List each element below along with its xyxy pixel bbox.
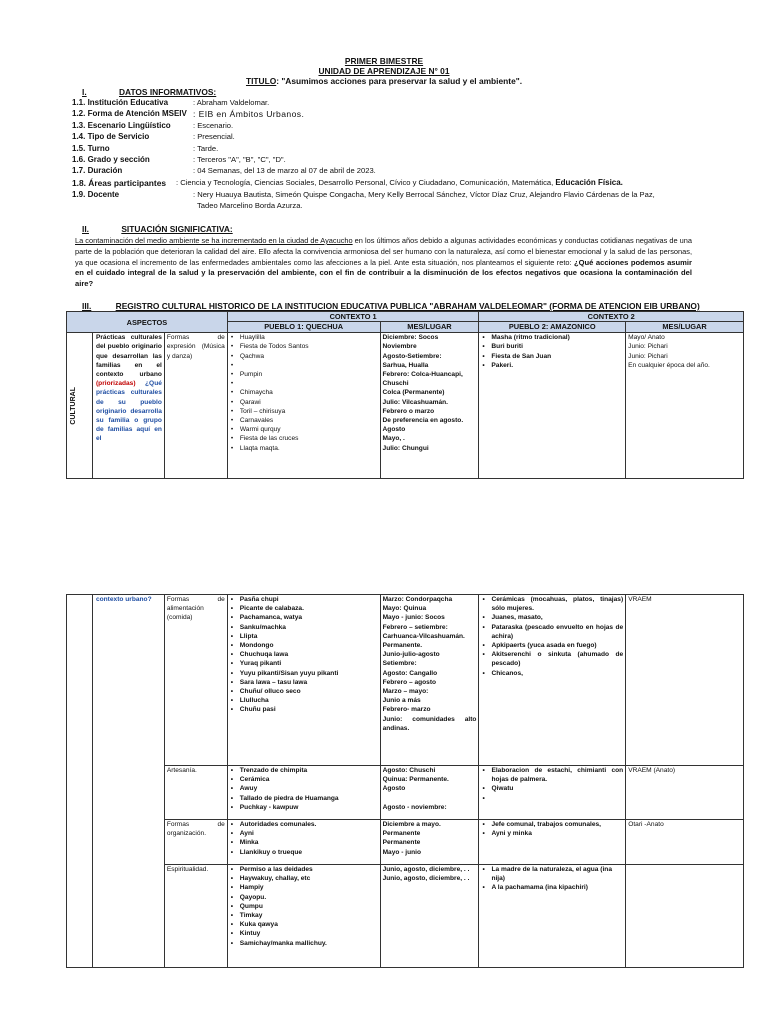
list-item: Sarhua, Hualla bbox=[382, 361, 429, 369]
list-item: Agosto - noviembre: bbox=[382, 803, 447, 811]
aspectos-header: ASPECTOS bbox=[67, 312, 228, 333]
list-item: • Ayni y minka bbox=[489, 829, 623, 838]
list-item: • Pakeri. bbox=[489, 361, 623, 370]
list-item bbox=[238, 379, 378, 388]
cultural-register-table bbox=[66, 311, 744, 479]
info-list: 1.1. Institución Educativa : Abraham Valdelomar. 1.2. Forma de Atención MSEIV : EIB en Ámbitos Urbanos. 1.3. Escenario Lingüístico : Escenario. 1.4. Tipo de Servicio : Presencial. 1.5. Turno : Tarde. 1.6. Grado y sección : Terceros "A", "B", "C", "D". 1.7. Duración : 04 Semanas, del 13 de marzo al 07 de abril de 2023. 1.8. Áreas participantes : Ciencia y Tecnología, Ciencias Sociales, Desarrollo Personal, Cívico y Ciudadano, Comunicación, Matemática, Educación Física. 1.9. Docente : Nery Huauya Bautista, Simeón Quispe Congacha, Mery Kelly Berrocal Sánchez, Víctor Díaz Cruz, Alejandro Flavio Cárdenas de la Paz, Tadeo Marcelino Borda Azurza. bbox=[72, 98, 655, 210]
context2-header: CONTEXTO 2 bbox=[479, 312, 744, 322]
section3-number: III. bbox=[82, 301, 92, 311]
list-item: Junio, agosto, diciembre, . . bbox=[382, 875, 470, 883]
list-item: • Chuñu/ olluco seco bbox=[238, 687, 378, 696]
list-item: • Pachamanca, watya bbox=[238, 613, 378, 622]
cultural-label-cell bbox=[67, 595, 93, 968]
section2-title: SITUACIÓN SIGNIFICATIVA: bbox=[121, 224, 233, 234]
list-item: Julio: Chungui bbox=[382, 444, 429, 452]
organization-aspect: Formas de organización. bbox=[164, 820, 227, 865]
list-item: • Sanku/machka bbox=[238, 623, 378, 632]
list-item: • Llipta bbox=[238, 632, 378, 641]
list-item: De preferencia en agosto. bbox=[382, 417, 464, 425]
mes-lugar-header: MES/LUGAR bbox=[380, 322, 479, 333]
list-item: Quinua: Permanente. bbox=[382, 776, 449, 784]
list-item: • Qachwa bbox=[238, 352, 378, 361]
list-item: • Toril – chirisuya bbox=[238, 407, 378, 416]
list-item: Junio-julio-agosto bbox=[382, 651, 440, 659]
list-item: Julio: Vilcashuamán. bbox=[382, 398, 449, 406]
list-item: Febrero- marzo bbox=[382, 706, 431, 714]
list-item: Mayo, . bbox=[382, 435, 405, 443]
list-item bbox=[383, 794, 477, 803]
list-item: • Pataraska (pescado envuelto en hojas de achira) bbox=[489, 623, 623, 641]
expression-amazon bbox=[479, 333, 626, 479]
list-item: Agosto-Setiembre: bbox=[382, 352, 442, 360]
list-item: • Haywakuy, challay, etc bbox=[238, 874, 378, 883]
list-item: • Huaylilla bbox=[238, 333, 378, 342]
list-item: • Awuy bbox=[238, 784, 378, 793]
list-item: Agosto bbox=[382, 785, 406, 793]
list-item: • La madre de la naturaleza, el agua (ina nija) bbox=[489, 865, 623, 883]
list-item: Mayo/ Anato bbox=[628, 334, 665, 342]
list-item: • Samichay/manka mallichuy. bbox=[238, 939, 378, 948]
crafts-quechua bbox=[227, 766, 380, 820]
list-item: • Tallado de piedra de Huamanga bbox=[238, 794, 378, 803]
list-item: Junio: Pichari bbox=[628, 343, 668, 351]
significant-situation-paragraph: La contaminación del medio ambiente se ha incrementado en la ciudad de Ayacucho en los últimos años debido a algunas actividades económicas y conductas cotidianas negativas de una parte de la población que deterioran la calidad del aire. Ello afecta la convivencia armoniosa del ser humano con la naturaleza, así como el bienestar emocional y la salud de las personas, ya que ocasiona el incremento de las enfermedades ambientales como las afecciones a la piel. Ante esta situación, nos planteamos el siguiente reto: ¿Qué acciones podemos asumir en el cuidado integral de la salud y la preservación del ambiente, con el fin de contribuir a la disminución de los efectos negativos que ocasiona la contaminación del aire? bbox=[75, 236, 692, 289]
list-item: • Chuñu pasi bbox=[238, 705, 378, 714]
list-item: Carhuanca-Vilcashuamán. bbox=[382, 632, 465, 640]
list-item: Chuschi bbox=[382, 380, 409, 388]
title-text: : "Asumimos acciones para preservar la salud y el ambiente". bbox=[276, 76, 523, 86]
list-item: • Fiesta de San Juan bbox=[489, 352, 623, 361]
list-item: • Timkay bbox=[238, 911, 378, 920]
expression-amazon-dates bbox=[626, 333, 744, 479]
list-item: • Chicanos, bbox=[489, 669, 623, 678]
list-item: • Llankikuy o trueque bbox=[238, 848, 378, 857]
food-quechua-dates bbox=[380, 595, 479, 766]
bimester-heading: PRIMER BIMESTRE bbox=[344, 56, 424, 66]
list-item: • Qarawi bbox=[238, 398, 378, 407]
list-item: Mayo - junio: Socos bbox=[382, 614, 445, 622]
expression-aspect: Formas de expresión (Música y danza) bbox=[164, 333, 227, 479]
list-item: • Yuraq pikanti bbox=[238, 659, 378, 668]
section2-number: II. bbox=[82, 224, 89, 234]
list-item: • Kuka qawya bbox=[238, 920, 378, 929]
food-aspect: Formas de alimentación (comida) bbox=[164, 595, 227, 766]
organization-amazon-dates: Otari -Anato bbox=[626, 820, 744, 865]
spirituality-quechua bbox=[227, 865, 380, 968]
list-item: Junio, agosto, diciembre, . . bbox=[382, 866, 470, 873]
crafts-quechua-dates bbox=[380, 766, 479, 820]
spirituality-aspect: Espiritualidad. bbox=[164, 865, 227, 968]
food-amazon-dates: VRAEM bbox=[626, 595, 744, 766]
list-item: • Apkipaerts (yuca asada en fuego) bbox=[489, 641, 623, 650]
list-item: • Puchkay - kawpuw bbox=[238, 803, 378, 812]
list-item: • Jefe comunal, trabajos comunales, bbox=[489, 820, 623, 829]
expression-quechua-dates bbox=[380, 333, 479, 479]
list-item: • Pasña chupi bbox=[238, 595, 378, 604]
list-item: • Fiesta de Todos Santos bbox=[238, 342, 378, 351]
list-item: Agosto: Chuschi bbox=[382, 767, 436, 774]
list-item: Diciembre: Socos bbox=[382, 334, 439, 342]
list-item: • Pumpin bbox=[238, 370, 378, 379]
spirituality-quechua-dates bbox=[380, 865, 479, 968]
context1-header: CONTEXTO 1 bbox=[227, 312, 479, 322]
title-label: TITULO bbox=[245, 76, 277, 86]
section1-title: DATOS INFORMATIVOS: bbox=[118, 87, 217, 97]
list-item: • Qumpu bbox=[238, 902, 378, 911]
section2-heading bbox=[82, 224, 233, 234]
list-item: • Buri buriti bbox=[489, 342, 623, 351]
list-item: Junio: Pichari bbox=[628, 352, 668, 360]
section3-title: REGISTRO CULTURAL HISTORICO DE LA INSTITUCION EDUCATIVA PUBLICA "ABRAHAM VALDELEOMAR" (FORMA DE ATENCION EIB URBANO) bbox=[115, 301, 700, 311]
list-item: Febrero – setiembre: bbox=[382, 623, 448, 631]
practices-cell: Prácticas culturales del pueblo originario que desarrollan las familias en el contexto urbano (priorizadas) ¿Qué prácticas culturales de su pueblo originario desarrolla su familia o grupo de familias aquí en el bbox=[92, 333, 164, 479]
unit-title bbox=[0, 76, 768, 86]
list-item: • A la pachamama (ina kipachiri) bbox=[489, 883, 623, 892]
list-item: • Sara lawa – tasu lawa bbox=[238, 678, 378, 687]
cultural-register-table-continued bbox=[66, 594, 744, 968]
practices-cell-continued: contexto urbano? bbox=[92, 595, 164, 968]
pueblo1-header: PUEBLO 1: QUECHUA bbox=[227, 322, 380, 333]
list-item: • Masha (ritmo tradicional) bbox=[489, 333, 623, 342]
list-item: Colca (Permanente) bbox=[382, 389, 445, 397]
list-item: En cualquier época del año. bbox=[628, 361, 710, 369]
list-item: Marzo – mayo: bbox=[382, 688, 429, 696]
list-item: • Juanes, masato, bbox=[489, 613, 623, 622]
food-quechua bbox=[227, 595, 380, 766]
organization-quechua bbox=[227, 820, 380, 865]
list-item: • Hampiy bbox=[238, 883, 378, 892]
organization-amazon bbox=[479, 820, 626, 865]
list-item: • Carnavales bbox=[238, 416, 378, 425]
organization-quechua-dates bbox=[380, 820, 479, 865]
list-item: • Llullucha bbox=[238, 696, 378, 705]
list-item: • Minka bbox=[238, 838, 378, 847]
list-item: • Cerámica bbox=[238, 775, 378, 784]
list-item: Agosto bbox=[382, 426, 406, 434]
list-item: Febrero – agosto bbox=[382, 678, 437, 686]
list-item: • Warmi qurquy bbox=[238, 425, 378, 434]
list-item bbox=[238, 361, 378, 370]
list-item: • Permiso a las deidades bbox=[238, 865, 378, 874]
list-item: Mayo - junio bbox=[382, 848, 422, 856]
list-item: • Fiesta de las cruces bbox=[238, 434, 378, 443]
list-item: Noviembre bbox=[382, 343, 417, 351]
list-item: Permanente bbox=[382, 839, 421, 847]
list-item: • Autoridades comunales. bbox=[238, 820, 378, 829]
list-item: Diciembre a mayo. bbox=[382, 821, 441, 828]
list-item: Permanente. bbox=[382, 642, 423, 650]
list-item: • Picante de calabaza. bbox=[238, 604, 378, 613]
spirituality-amazon-dates bbox=[626, 865, 744, 968]
cultural-label-cell bbox=[67, 333, 93, 479]
list-item: • Qiwatu bbox=[489, 784, 623, 793]
list-item: • Cerámicas (mocahuas, platos, tinajas) sólo mujeres. bbox=[489, 595, 623, 613]
list-item: • Kintuy bbox=[238, 929, 378, 938]
list-item: Mayo: Quinua bbox=[382, 605, 427, 613]
list-item: Permanente bbox=[382, 830, 421, 838]
list-item: • Ayni bbox=[238, 829, 378, 838]
list-item: • Qayopu. bbox=[238, 893, 378, 902]
list-item: Marzo: Condorpaqcha bbox=[382, 596, 453, 603]
spirituality-amazon bbox=[479, 865, 626, 968]
crafts-amazon bbox=[479, 766, 626, 820]
list-item: • Akitserenchi o sinkuta (ahumado de pescado) bbox=[489, 650, 623, 668]
list-item: Febrero: Colca-Huancapi, bbox=[382, 371, 463, 379]
unit-heading: UNIDAD DE APRENDIZAJE N° 01 bbox=[318, 66, 450, 76]
mes-lugar-header: MES/LUGAR bbox=[626, 322, 744, 333]
list-item: Agosto: Cangallo bbox=[382, 669, 438, 677]
list-item: Febrero o marzo bbox=[382, 407, 435, 415]
list-item: • Yuyu pikanti/Sisan yuyu pikanti bbox=[238, 669, 378, 678]
list-item: • Elaboracion de estachi, chimianti con hojas de palmera. bbox=[489, 766, 623, 784]
cultural-label: CULTURAL bbox=[70, 386, 77, 425]
list-item: • Mondongo bbox=[238, 641, 378, 650]
section1-number: I. bbox=[82, 87, 87, 97]
list-item: • Chuchuqa lawa bbox=[238, 650, 378, 659]
expression-quechua bbox=[227, 333, 380, 479]
list-item: • Llaqta maqta. bbox=[238, 444, 378, 453]
crafts-aspect: Artesanía. bbox=[164, 766, 227, 820]
section3-heading bbox=[82, 301, 700, 311]
food-amazon bbox=[479, 595, 626, 766]
pueblo2-header: PUEBLO 2: AMAZONICO bbox=[479, 322, 626, 333]
list-item: Junio: comunidades alto andinas. bbox=[382, 715, 477, 732]
section1-heading bbox=[82, 87, 216, 97]
list-item: • Chimaycha bbox=[238, 388, 378, 397]
crafts-amazon-dates: VRAEM (Anato) bbox=[626, 766, 744, 820]
list-item: Setiembre: bbox=[382, 660, 417, 668]
list-item: Junio a más bbox=[382, 697, 421, 705]
list-item bbox=[489, 794, 623, 803]
list-item: • Trenzado de chimpita bbox=[238, 766, 378, 775]
